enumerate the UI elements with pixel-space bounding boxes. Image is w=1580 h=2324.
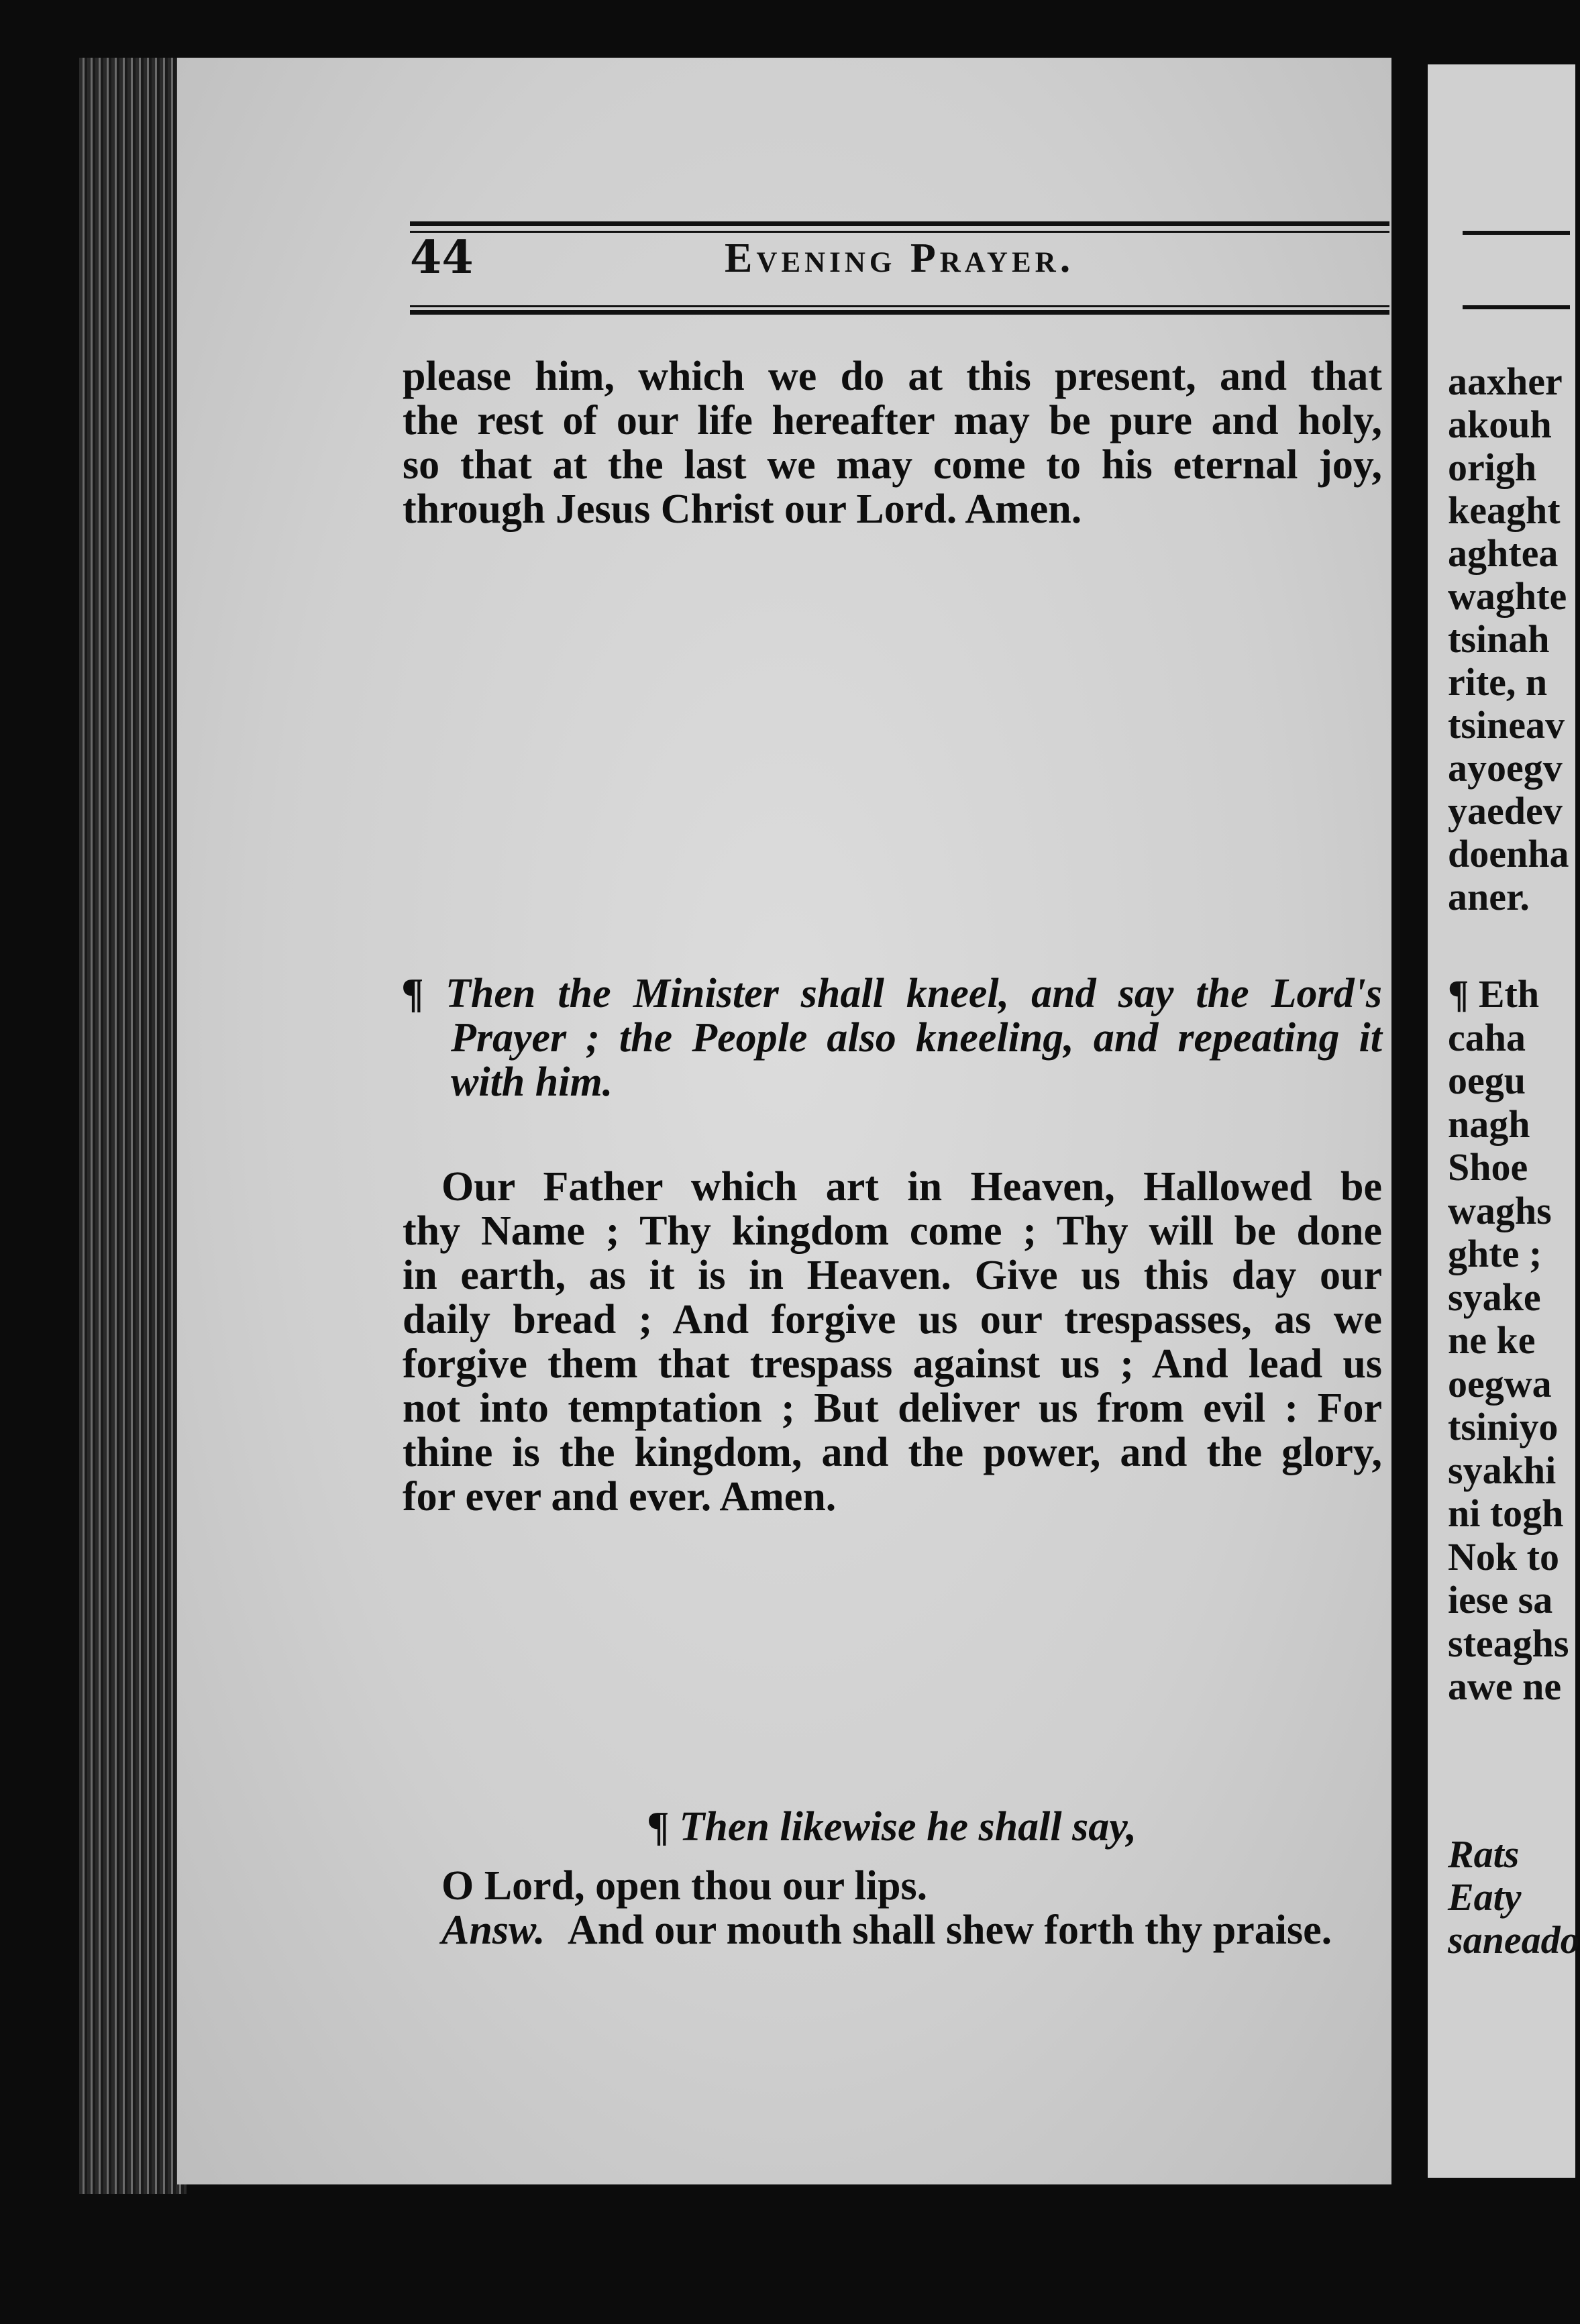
closing-prayer-paragraph [403,354,1382,531]
header-top-rule-thin [410,231,1389,233]
lords-prayer-paragraph [403,1165,1382,1519]
text-line: in earth, as it is in Heaven. Give us this day our [403,1253,1382,1298]
show-through-text [403,550,1382,980]
response-text: And our mouth shall shew forth thy praise. [568,1907,1332,1953]
right-header-rule-2 [1463,305,1570,309]
right-page-line: aghtea [1448,531,1559,575]
right-page-line: doenha [1448,832,1569,876]
text-line: ¶ Then the Minister shall kneel, and say the Lord's [403,971,1382,1016]
text-line: so that at the last we may come to his eternal joy, [403,442,1382,488]
right-page-line: ni togh [1448,1491,1564,1535]
text-line: not into temptation ; But deliver us from evil : For [403,1385,1382,1431]
right-page-line: aaxher [1448,360,1563,403]
text-line: Prayer ; the People also kneeling, and repeating it [451,1015,1382,1061]
right-page-line: steaghs [1448,1621,1569,1665]
right-page-line: yaedev [1448,789,1563,833]
text-line: with him. [451,1059,613,1105]
text-line: the rest of our life hereafter may be pure and holy, [403,398,1382,443]
right-page-line: iese sa [1448,1578,1553,1622]
right-page-line: ayoegv [1448,746,1563,790]
right-page-line: origh [1448,445,1537,489]
text-line: ¶ Then likewise he shall say, [648,1804,1137,1850]
rubric-likewise [403,1805,1382,1849]
versicle [403,1864,1381,1908]
right-page-line: Eaty [1448,1875,1522,1919]
right-page-line: tsiniyo [1448,1405,1559,1448]
text-line: Our Father which art in Heaven, Hallowed be [441,1164,1382,1210]
right-page-line: syake [1448,1275,1541,1319]
right-page-line: waghte [1448,574,1567,618]
right-page-line: aner. [1448,875,1530,918]
right-page-line: waghs [1448,1188,1552,1232]
right-page-line: Nok to [1448,1534,1559,1579]
right-page-line: rite, n [1448,660,1548,704]
text-line: O Lord, open thou our lips. [441,1863,928,1909]
text-line: forgive them that trespass against us ; And lead us [403,1341,1382,1387]
text-line: thine is the kingdom, and the power, and the glory, [403,1430,1382,1475]
right-header-rule [1463,231,1570,235]
right-page-line: oegu [1448,1059,1526,1102]
right-page-line: tsinah [1448,617,1550,661]
right-page-line: ne ke [1448,1318,1536,1362]
right-page-line: keaght [1448,488,1561,532]
right-page-line: Rats [1448,1832,1520,1876]
running-title: Evening Prayer. [725,235,1075,281]
text-line: please him, which we do at this present, and that [403,354,1382,399]
header-top-rule [410,221,1389,226]
header-bottom-rule [410,305,1389,307]
right-page-line: Shoe [1448,1145,1528,1189]
right-page-line: ghte ; [1448,1232,1542,1275]
text-line: thy Name ; Thy kingdom come ; Thy will be done [403,1208,1382,1254]
text-line: for ever and ever. Amen. [403,1474,837,1520]
right-page-line: oegwa [1448,1361,1552,1406]
right-page-line: tsineav [1448,703,1565,747]
right-page-line: saneado [1448,1918,1580,1962]
right-page-line: nagh [1448,1102,1530,1146]
page-number: 44 [410,231,474,284]
response-label: Answ. [441,1907,545,1953]
response [403,1908,1381,1952]
book-page-edges [79,58,187,2194]
right-page-line: akouh [1448,403,1552,446]
text-line: through Jesus Christ our Lord. Amen. [403,486,1082,532]
rubric-minister-kneel [403,971,1382,1104]
right-page-line: syakhi [1448,1448,1557,1492]
right-page-line: caha [1448,1015,1526,1059]
text-line: daily bread ; And forgive us our trespasses, as we [403,1297,1382,1342]
right-page-line: ¶ Eth [1448,972,1540,1016]
header-bottom-rule-thick [410,310,1389,315]
right-page-line: awe ne [1448,1665,1562,1708]
